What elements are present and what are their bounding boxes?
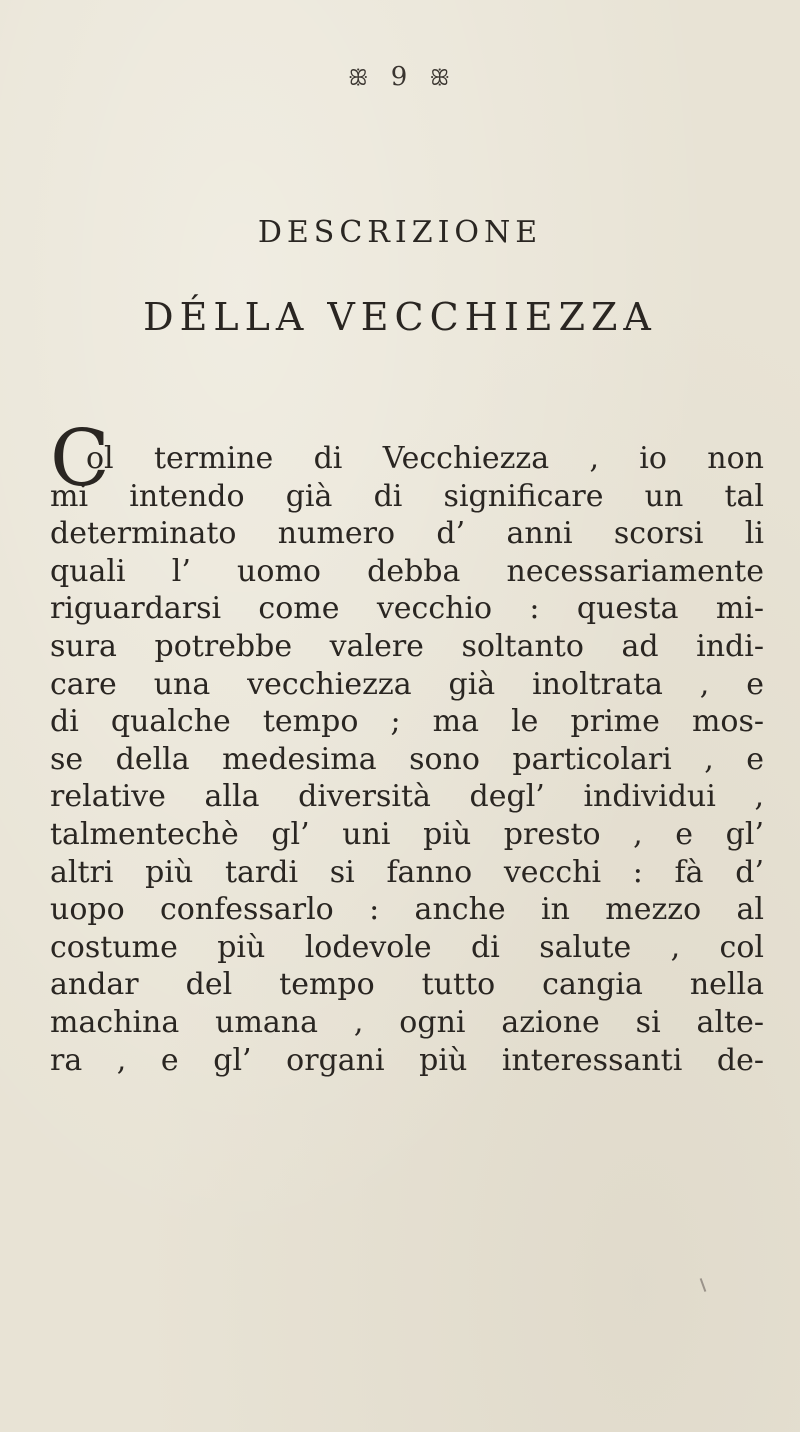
text-line: relative alla diversità degl’ individui , [50, 779, 764, 815]
text-line: talmentechè gl’ uni più presto , e gl’ [50, 816, 764, 852]
page-number: 9 [390, 62, 410, 92]
text-line: sura potrebbe valere soltanto ad indi- [50, 628, 764, 664]
drop-cap: C [50, 414, 110, 504]
text-line: andar del tempo tutto cangia nella [50, 967, 764, 1003]
text-line: uopo confessarlo : anche in mezzo al [50, 892, 764, 928]
text-line: ra , e gl’ organi più interessanti de- [50, 1042, 764, 1078]
text-line: machina umana , ogni azione si alte- [50, 1004, 764, 1040]
body-paragraph [50, 440, 764, 1079]
text-line: quali l’ uomo debba necessariamente [50, 553, 764, 589]
page-header [0, 62, 800, 92]
text-line: ol termine di Vecchiezza , io non [86, 441, 764, 476]
text-line: costume più lodevole di salute , col [50, 929, 764, 965]
chapter-title-line2: DÉLLA VECCHIEZZA [143, 295, 657, 339]
ornament-left-icon: ꕥ [348, 65, 371, 91]
text-line: care una vecchiezza già inoltrata , e [50, 666, 764, 702]
text-line: determinato numero d’ anni scorsi li [50, 516, 764, 552]
text-line: altri più tardi si fanno vecchi : fà d’ [50, 854, 764, 890]
text-line: mi intendo già di significare un tal [50, 478, 764, 514]
text-line: se della medesima sono particolari , e [50, 741, 764, 777]
chapter-title-line1: DESCRIZIONE [257, 215, 543, 250]
ornament-right-icon: ꕥ [429, 65, 452, 91]
text-line: riguardarsi come vecchio : questa mi- [50, 591, 764, 627]
text-line: di qualche tempo ; ma le prime mos- [50, 704, 764, 740]
paper-speck [700, 1278, 707, 1292]
